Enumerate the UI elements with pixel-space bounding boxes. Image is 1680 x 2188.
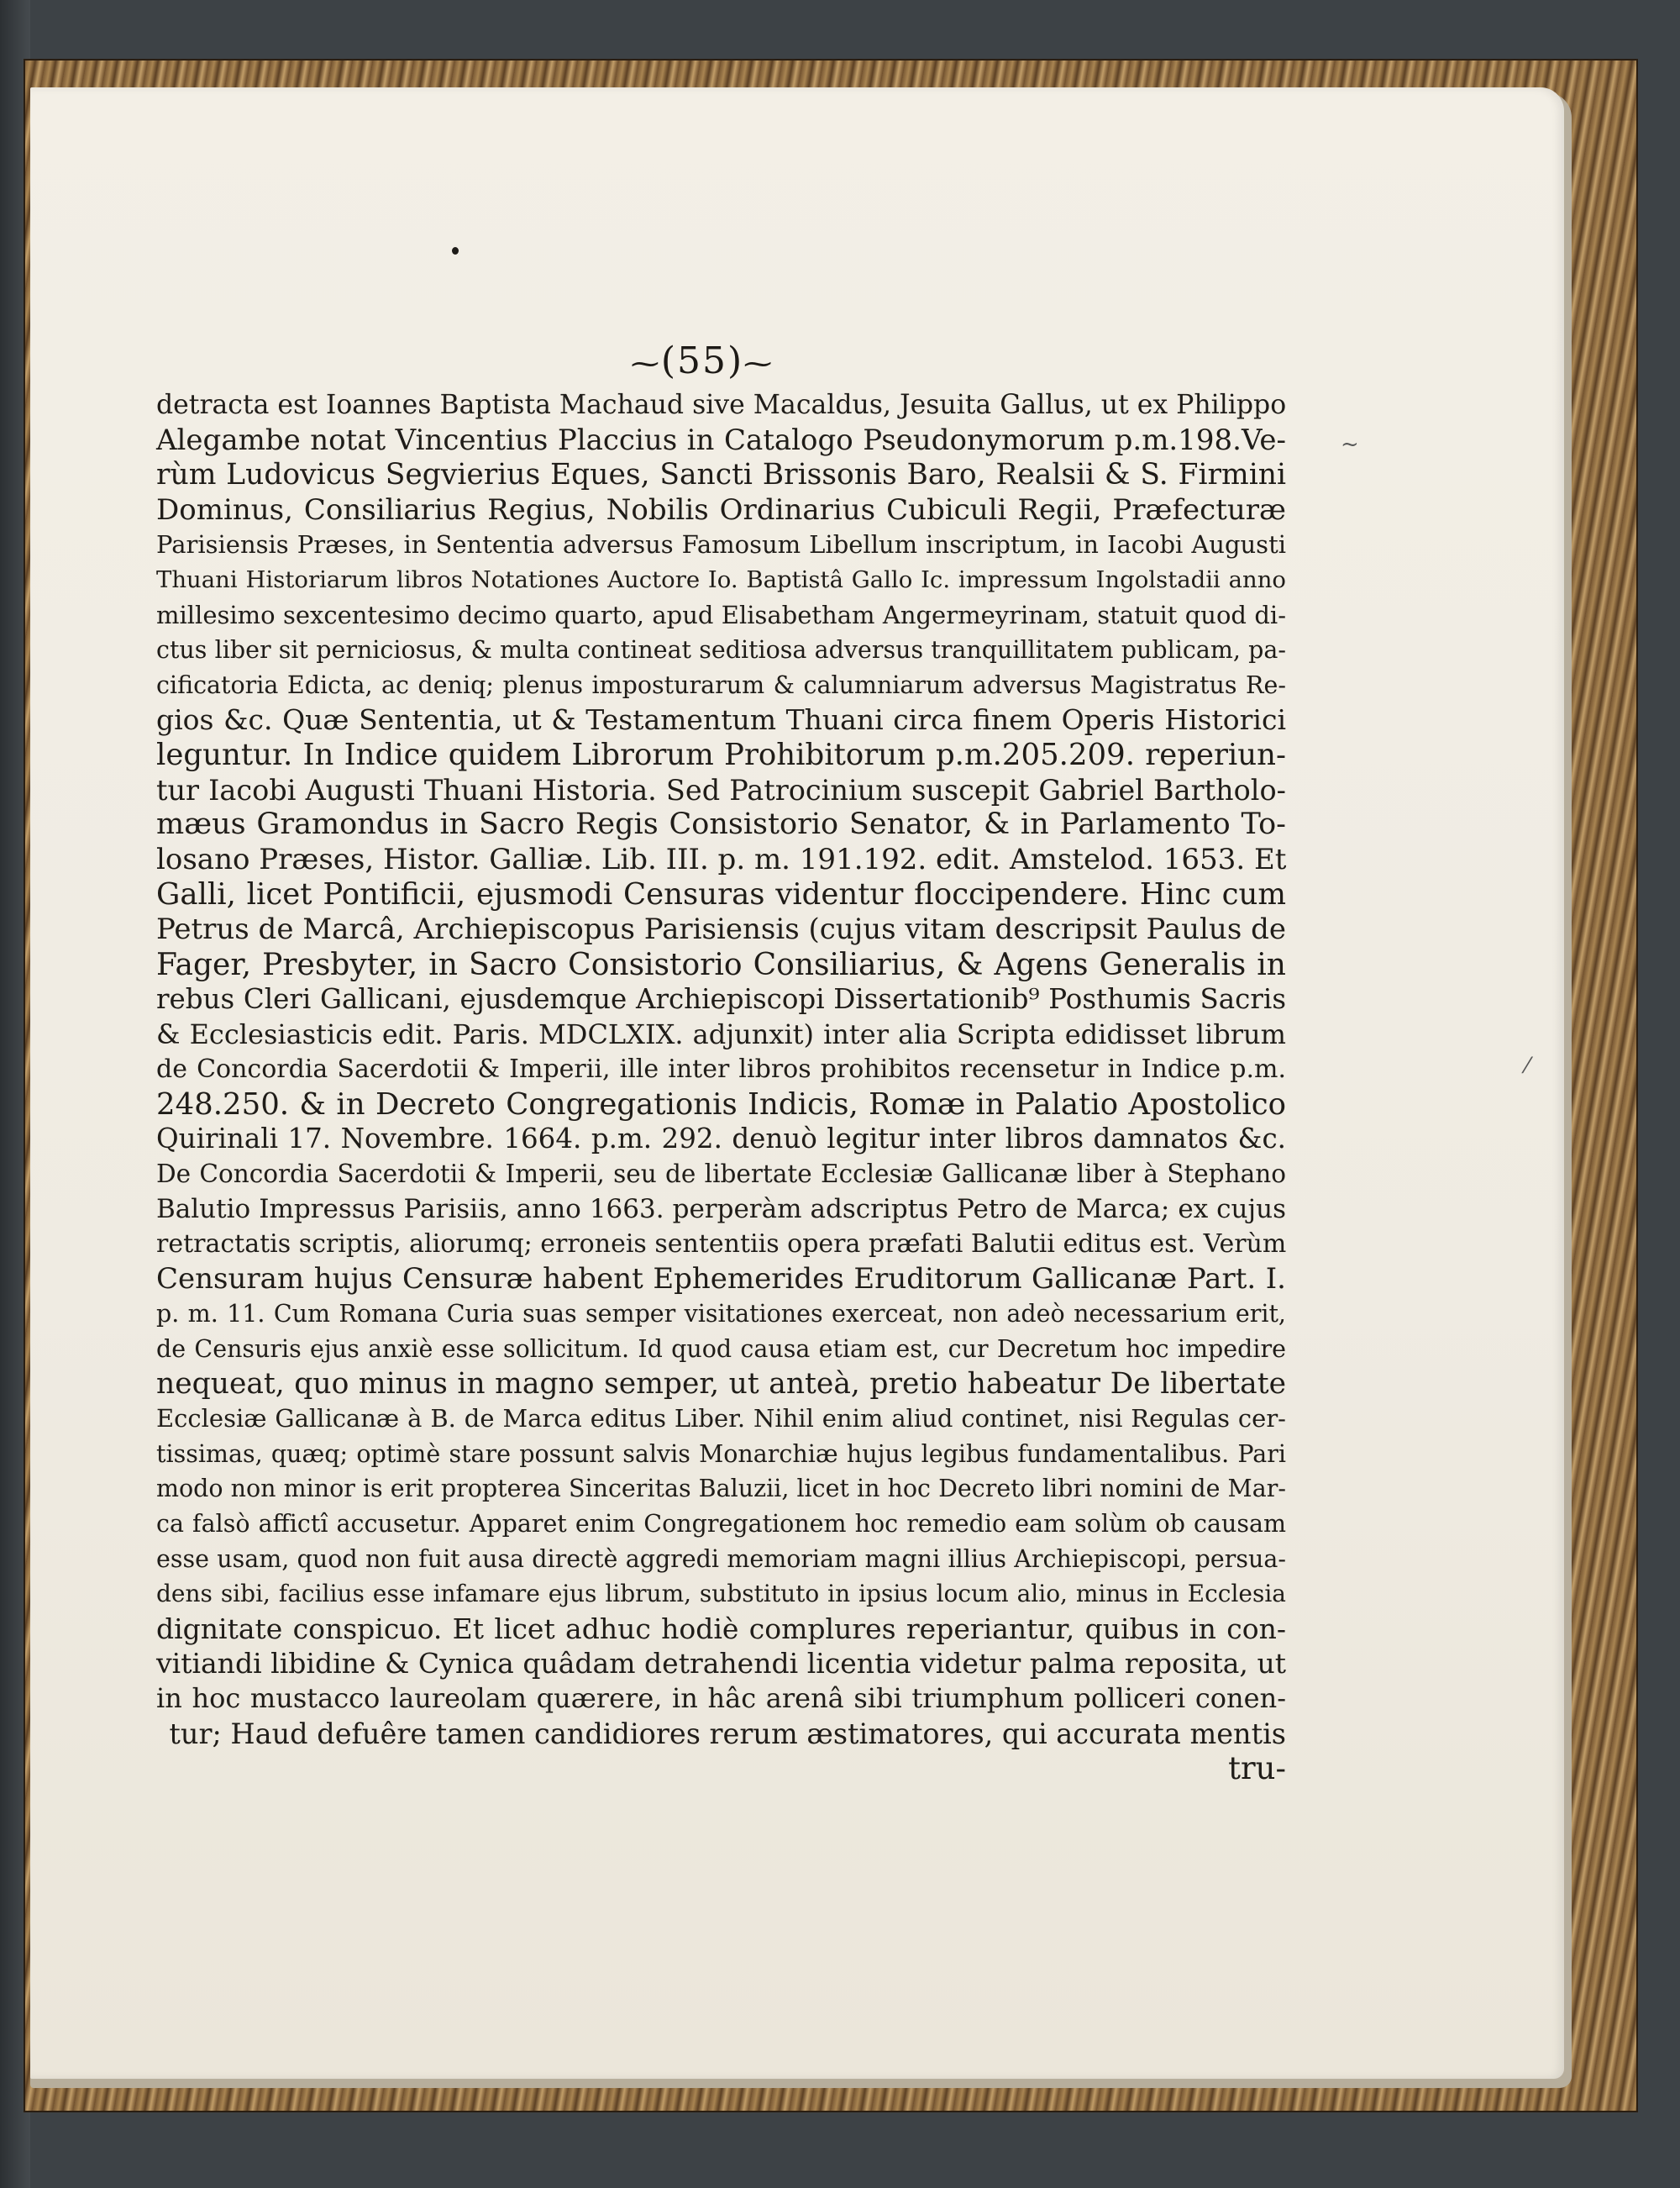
text-line: Balutio Impressus Parisiis, anno 1663. perperàm adscriptus Petro de Marca; ex cujus [156,1193,1286,1224]
text-line: Alegambe notat Vincentius Placcius in Catalogo Pseudonymorum p.m.198.Ve- [156,423,1286,457]
text-line: modo non minor is erit propterea Sinceritas Baluzii, licet in hoc Decreto libri nomini de Mar- [156,1475,1286,1503]
text-line: Petrus de Marcâ, Archiepiscopus Parisiensis (cujus vitam descripsit Paulus de [156,912,1286,946]
text-line: detracta est Ioannes Baptista Machaud sive Macaldus, Jesuita Gallus, ut ex Philippo [156,390,1287,420]
text-line: Parisiensis Præses, in Sententia adversus Famosum Libellum inscriptum, in Iacobi Augusti [156,530,1286,560]
text-line: tur; Haud defuêre tamen candidiores rerum æstimatores, qui accurata mentis [169,1717,1286,1750]
text-line: 248.250. & in Decreto Congregationis Indicis, Romæ in Palatio Apostolico [156,1086,1286,1122]
text-line: tissimas, quæq; optimè stare possunt salvis Monarchiæ hujus legibus fundamentalibus. Pari [156,1439,1286,1468]
text-line: losano Præses, Histor. Galliæ. Lib. III. p. m. 191.192. edit. Amstelod. 1653. Et [156,842,1287,876]
text-line: Thuani Historiarum libros Notationes Auctore Io. Baptistâ Gallo Ic. impressum Ingolstadii anno [156,565,1286,593]
text-line: rùm Ludovicus Segvierius Eques, Sancti Brissonis Baro, Realsii & S. Firmini [156,458,1286,492]
margin-mark: ~ [1341,432,1359,457]
text-line: dignitate conspicuo. Et licet adhuc hodiè complures reperiantur, quibus in con- [156,1612,1286,1645]
text-line: nequeat, quo minus in magno semper, ut anteà, pretio habeatur De libertate [156,1366,1286,1401]
text-line: leguntur. In Indice quidem Librorum Prohibitorum p.m.205.209. reperiun- [156,737,1286,772]
page-number-label: (55) [660,339,744,382]
ornament-left-icon: ⁓ [630,347,661,381]
text-line: rebus Cleri Gallicani, ejusdemque Archiepiscopi Dissertationib⁹ Posthumis Sacris [156,983,1286,1016]
text-line: Dominus, Consiliarius Regius, Nobilis Ordinarius Cubiculi Regii, Præfecturæ [156,492,1286,527]
text-line: Ecclesiæ Gallicanæ à B. de Marca editus Liber. Nihil enim aliud continet, nisi Regulas cer- [156,1404,1286,1433]
text-line: Quirinali 17. Novembre. 1664. p.m. 292. denuò legitur inter libros damnatos &c. [156,1123,1286,1155]
catchword: tru- [1228,1750,1286,1787]
text-line: Galli, licet Pontificii, ejusmodi Censuras videntur floccipendere. Hinc cum [156,877,1286,913]
text-line: gios &c. Quæ Sententia, ut & Testamentum Thuani circa finem Operis Historici [156,703,1286,737]
text-line: de Censuris ejus anxiè esse sollicitum. Id quod causa etiam est, cur Decretum hoc impedire [156,1335,1286,1364]
text-line: de Concordia Sacerdotii & Imperii, ille inter libros prohibitos recensetur in Indice p.m. [156,1055,1286,1085]
text-line: mæus Gramondus in Sacro Regis Consistorio Senator, & in Parlamento To- [156,807,1286,842]
margin-mark: ⁄ [1525,1054,1530,1079]
text-line: esse usam, quod non fuit ausa directè aggredi memoriam magni illius Archiepiscopi, persua- [156,1544,1286,1573]
body-text [156,388,1286,1786]
text-line: ctus liber sit perniciosus, & multa contineat seditiosa adversus tranquillitatem publicam, pa- [156,636,1286,665]
book-page [30,87,1564,2079]
text-line: tur Iacobi Augusti Thuani Historia. Sed Patrocinium suscepit Gabriel Bartholo- [156,773,1286,807]
text-line: in hoc mustacco laureolam quærere, in hâc arenâ sibi triumphum polliceri conen- [156,1681,1286,1714]
text-line: ca falsò affictî accusetur. Apparet enim Congregationem hoc remedio eam solùm ob causam [156,1510,1286,1538]
text-line: retractatis scriptis, aliorumq; erroneis sententiis opera præfati Balutii editus est. Verùm [156,1229,1287,1260]
text-line: Fager, Presbyter, in Sacro Consistorio Consiliarius, & Agens Generalis in [156,947,1286,982]
text-line: p. m. 11. Cum Romana Curia suas semper visitationes exerceat, non adeò necessarium erit, [156,1300,1286,1328]
ink-dot [452,247,459,255]
text-line: & Ecclesiasticis edit. Paris. MDCLXIX. adjunxit) inter alia Scripta edidisset librum [156,1018,1286,1050]
text-line: Censuram hujus Censuræ habent Ephemerides Eruditorum Gallicanæ Part. I. [156,1261,1286,1296]
page-number [618,339,786,382]
text-line: millesimo sexcentesimo decimo quarto, apud Elisabetham Angermeyrinam, statuit quod di- [156,600,1286,629]
text-line: cificatoria Edicta, ac deniq; plenus imposturarum & calumniarum adversus Magistratus Re- [156,671,1286,699]
text-line: dens sibi, facilius esse infamare ejus librum, substituto in ipsius locum alio, minus in Ecclesia [156,1580,1286,1608]
text-line: vitiandi libidine & Cynica quâdam detrahendi licentia videtur palma reposita, ut [156,1647,1286,1680]
text-line: De Concordia Sacerdotii & Imperii, seu de libertate Ecclesiæ Gallicanæ liber à Stephano [156,1160,1286,1189]
ornament-right-icon: ⁓ [743,347,774,381]
